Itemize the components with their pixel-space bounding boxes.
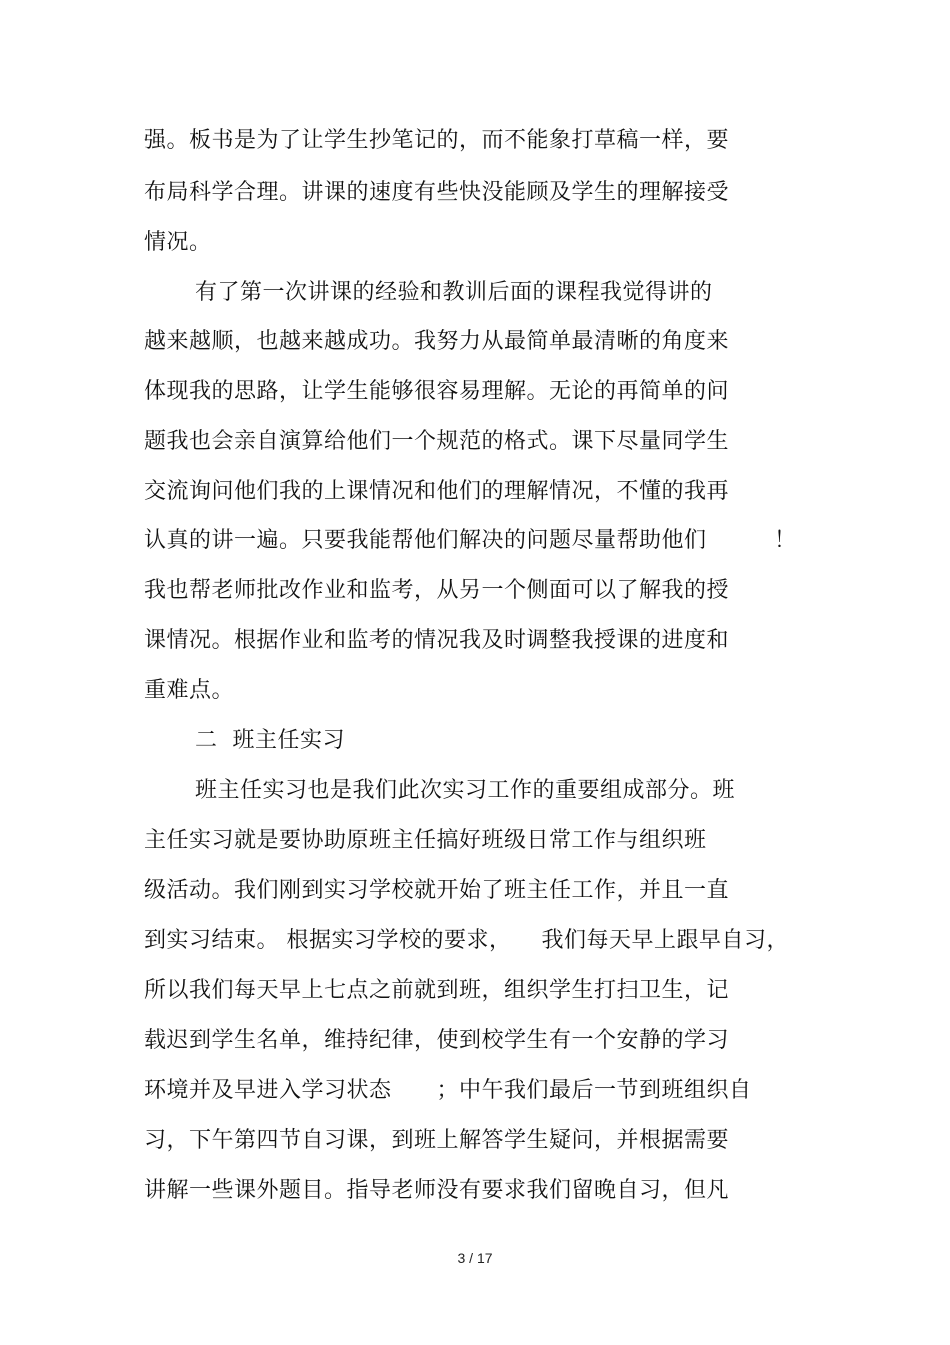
- text-line: 所以我们每天早上七点之前就到班，组织学生打扫卫生，记: [144, 978, 730, 1003]
- paragraph-first-line: 班主任实习也是我们此次实习工作的重要组成部分。班: [195, 778, 736, 803]
- text-line: 载迟到学生名单，维持纪律，使到校学生有一个安静的学习: [144, 1028, 730, 1053]
- text-line: 我也帮老师批改作业和监考，从另一个侧面可以了解我的授: [144, 578, 730, 603]
- text-line: 级活动。我们刚到实习学校就开始了班主任工作，并且一直: [144, 878, 730, 903]
- text-line: 课情况。根据作业和监考的情况我及时调整我授课的进度和: [144, 628, 730, 653]
- text-line: 主任实习就是要协助原班主任搞好班级日常工作与组织班: [144, 828, 707, 853]
- text-line: 布局科学合理。讲课的速度有些快没能顾及学生的理解接受: [144, 180, 730, 205]
- text-line: 环境并及早进入学习状态 ；中午我们最后一节到班组织自: [144, 1078, 752, 1103]
- page-number: 3 / 17: [457, 1250, 493, 1266]
- text-line: 越来越顺，也越来越成功。我努力从最简单最清晰的角度来: [144, 329, 730, 354]
- section-heading: 二 班主任实习: [195, 728, 345, 753]
- text-line: 习，下午第四节自习课，到班上解答学生疑问，并根据需要: [144, 1128, 730, 1153]
- text-line: 重难点。: [144, 678, 235, 703]
- text-line: 交流询问他们我的上课情况和他们的理解情况，不懂的我再: [144, 479, 730, 504]
- text-line: 题我也会亲自演算给他们一个规范的格式。课下尽量同学生: [144, 429, 730, 454]
- text-line: 体现我的思路，让学生能够很容易理解。无论的再简单的问: [144, 379, 730, 404]
- text-line: 到实习结束。 根据实习学校的要求， 我们每天早上跟早自习，: [144, 928, 789, 953]
- text-line: 讲解一些课外题目。指导老师没有要求我们留晚自习，但凡: [144, 1178, 730, 1203]
- text-line: 认真的讲一遍。只要我能帮他们解决的问题尽量帮助他们 ！: [144, 528, 797, 553]
- text-line: 情况。: [144, 230, 212, 255]
- paragraph-first-line: 有了第一次讲课的经验和教训后面的课程我觉得讲的: [195, 280, 713, 305]
- text-line: 强。板书是为了让学生抄笔记的，而不能象打草稿一样，要: [144, 128, 730, 153]
